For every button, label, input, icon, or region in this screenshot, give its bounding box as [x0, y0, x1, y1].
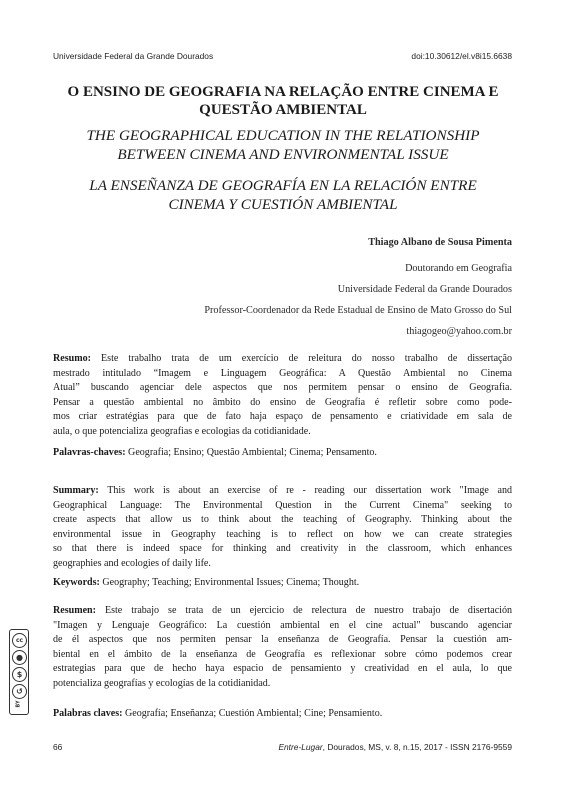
- title-pt-line-1: O ENSINO DE GEOGRAFIA NA RELAÇÃO ENTRE CINEMA E: [67, 84, 499, 100]
- title-en-line-1: THE GEOGRAPHICAL EDUCATION IN THE RELATIONSHIP: [86, 127, 480, 144]
- keywords-english: [53, 576, 512, 591]
- resumo-line: aula, o que potencializa geografias e ecologias da cotidianidade.: [53, 425, 311, 437]
- attribution-icon: ●: [12, 650, 27, 665]
- palavras-text: Geografia; Ensino; Questão Ambiental; Cinema; Pensamento.: [125, 447, 377, 458]
- keywords-text: Geography; Teaching; Environmental Issues; Cinema; Thought.: [99, 577, 360, 588]
- title-en-line-2: BETWEEN CINEMA AND ENVIRONMENTAL ISSUE: [117, 146, 449, 163]
- title-es-line-2: CINEMA Y CUESTIÓN AMBIENTAL: [168, 196, 398, 213]
- summary-line: geographies and ecologies of daily life.: [53, 557, 211, 569]
- keywords-portuguese: [53, 446, 512, 461]
- resumen-line: "Imagen y Lenguaje Geográfico: La cuestión ambiental en el cine actual" buscando agenciar: [53, 619, 512, 631]
- abstract-spanish: [53, 604, 512, 692]
- author-name: Thiago Albano de Sousa Pimenta: [368, 237, 512, 248]
- creative-commons-license-badge[interactable]: [9, 629, 29, 715]
- resumo-line: mestrado intitulado “Imagem e Linguagem Geográfica: A Questão Ambiental no Cinema: [53, 367, 512, 379]
- keywords-spanish: [53, 707, 512, 722]
- summary-line: This work is about an exercise of re - reading our dissertation work "Image and: [98, 485, 512, 496]
- keywords-label: Keywords:: [53, 577, 100, 588]
- summary-label: Summary:: [53, 485, 99, 496]
- cc-badge-text: [16, 696, 22, 713]
- resumo-line: Atual” buscando agenciar dele aspectos que nos permitem pensar o ensino de Geografia.: [53, 382, 512, 394]
- author-role: Doutorando em Geografia: [405, 263, 512, 274]
- resumo-line: mos criar estratégias para que de fato haja espaço de pensamento e criatividade em sala de: [53, 411, 512, 423]
- journal-name: Entre-Lugar: [278, 742, 323, 752]
- resumen-line: estrategias para que de hecho haya espacio de pensamiento y creatividad en el aula, lo que: [53, 663, 512, 675]
- summary-line: Geographical Language: The Environmental Question in the Current Cinema" seeking to: [53, 499, 512, 511]
- resumo-line: Pensar a questão ambiental no âmbito do ensino de Geografia é refletir sobre como pode-: [53, 396, 512, 408]
- palabras-text: Geografía; Enseñanza; Cuestión Ambiental; Cine; Pensamiento.: [122, 708, 383, 719]
- summary-line: create aspects that allow us to think about the teaching of Geography. Thinking about the: [53, 514, 512, 526]
- abstract-portuguese: [53, 352, 512, 440]
- palabras-label: Palabras claves:: [53, 708, 123, 719]
- resumen-line: potencializa geografías y ecologías de la cotidianidad.: [53, 677, 271, 689]
- sharealike-icon: ↺: [12, 684, 27, 699]
- noncommercial-icon: $: [12, 667, 27, 682]
- title-english: [50, 126, 516, 164]
- resumo-label: Resumo:: [53, 353, 91, 364]
- title-pt-line-2: QUESTÃO AMBIENTAL: [199, 102, 367, 118]
- abstract-english: [53, 484, 512, 572]
- title-es-line-1: LA ENSEÑANZA DE GEOGRAFÍA EN LA RELACIÓN ENTRE: [89, 177, 477, 194]
- running-header-institution: Universidade Federal da Grande Dourados: [53, 51, 214, 61]
- resumo-line: Este trabalho trata de um exercício de releitura do nosso trabalho de dissertação: [90, 353, 512, 364]
- citation-details: , Dourados, MS, v. 8, n.15, 2017 - ISSN 2176-9559: [322, 742, 512, 752]
- resumen-line: de él aspectos que nos permiten pensar la enseñanza de Geografía. Pensar la cuestión am-: [53, 634, 512, 646]
- author-university: Universidade Federal da Grande Dourados: [337, 284, 512, 295]
- running-header-doi: doi:10.30612/el.v8i15.6638: [411, 51, 512, 61]
- cc-by-text: BY: [15, 700, 22, 708]
- author-email[interactable]: thiagogeo@yahoo.com.br: [406, 326, 512, 337]
- palavras-label: Palavras-chaves:: [53, 447, 126, 458]
- summary-line: environmental issue in Geography teaching is to reflect on how we can create strategies: [53, 528, 512, 540]
- summary-line: so that there is indeed space for thinking and creativity in the classroom, which enhances: [53, 543, 512, 555]
- cc-icon: cc: [12, 633, 27, 648]
- resumen-line: biental en el ámbito de la enseñanza de Geografía es reflexionar sobre cómo podemos crear: [53, 648, 512, 660]
- author-position: Professor-Coordenador da Rede Estadual de Ensino de Mato Grosso do Sul: [204, 305, 512, 316]
- resumen-line: Este trabajo se trata de un ejercicio de relectura de nuestro trabajo de disertación: [95, 605, 512, 616]
- title-spanish: [50, 176, 516, 214]
- page-number: 66: [53, 742, 63, 752]
- title-portuguese: [50, 83, 516, 119]
- journal-citation: [278, 742, 512, 752]
- resumen-label: Resumen:: [53, 605, 96, 616]
